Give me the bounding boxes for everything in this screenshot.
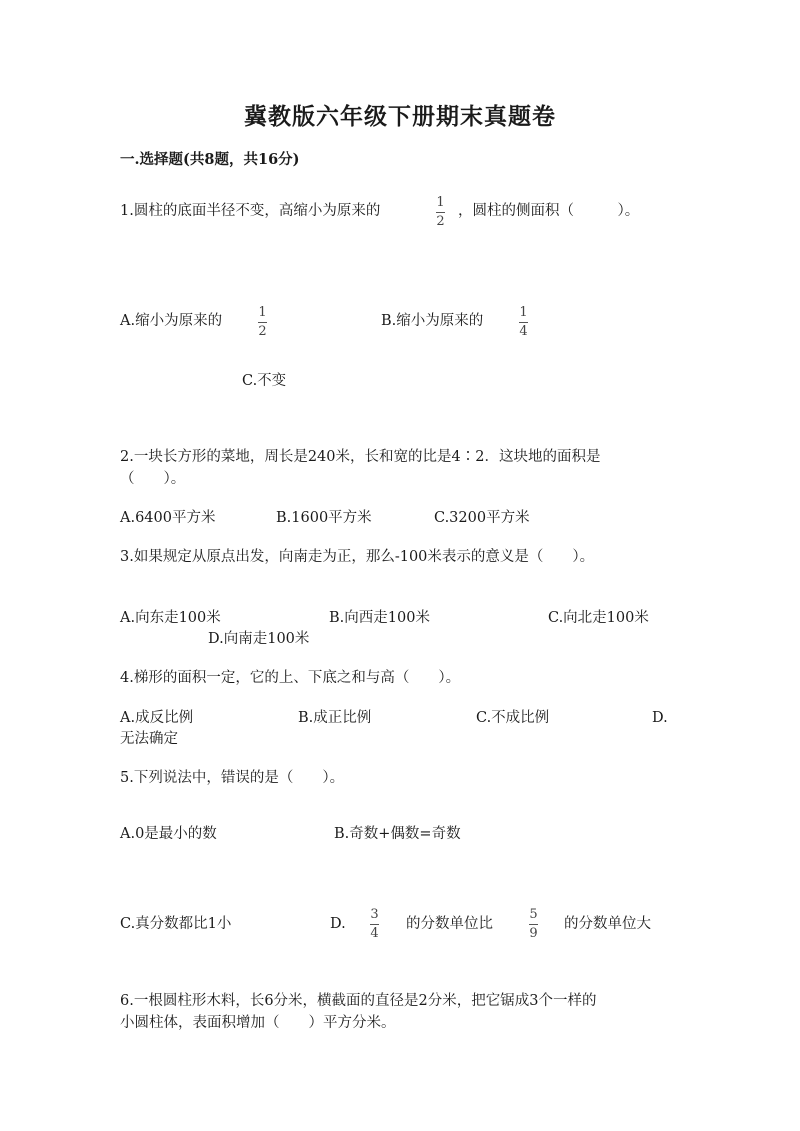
fraction-bar: [529, 924, 538, 925]
question-3-option-a: A.向东走100米: [120, 610, 221, 626]
fraction-numerator: 1: [436, 195, 445, 210]
question-6-line-2: 小圆柱体，表面积增加（ ）平方分米。: [120, 1015, 396, 1031]
fraction-numerator: 5: [529, 907, 538, 922]
question-1-option-c: C.不变: [242, 373, 287, 389]
question-2-line-1: 2.一块长方形的菜地，周长是240米，长和宽的比是4∶2．这块地的面积是: [120, 449, 601, 465]
question-5-option-d-middle: 的分数单位比: [406, 916, 493, 932]
question-4-option-c: C.不成比例: [476, 710, 550, 726]
fraction-bar: [436, 212, 445, 213]
question-5-option-d-label: D.: [330, 916, 346, 932]
question-1-text-a: 1.圆柱的底面半径不变，高缩小为原来的: [120, 203, 381, 219]
fraction-numerator: 1: [258, 305, 267, 320]
question-1-option-b: B.缩小为原来的: [381, 313, 484, 329]
question-2-line-2: （ ）。: [120, 471, 186, 487]
question-3-text: 3.如果规定从原点出发，向南走为正，那么-100米表示的意义是（ ）。: [120, 549, 595, 565]
fraction-denominator: 2: [436, 214, 445, 229]
option-d-fraction-1: [370, 908, 379, 941]
fraction-bar: [258, 322, 267, 323]
option-d-fraction-2: [529, 908, 538, 941]
option-a-fraction: [258, 306, 267, 339]
question-3-option-c: C.向北走100米: [548, 610, 649, 626]
question-3-option-b: B.向西走100米: [329, 610, 430, 626]
fraction-bar: [519, 322, 528, 323]
question-2-option-a: A.6400平方米: [120, 510, 216, 526]
question-4-option-b: B.成正比例: [298, 710, 372, 726]
fraction-numerator: 1: [519, 305, 528, 320]
question-5-option-a: A.0是最小的数: [120, 826, 217, 842]
fraction-denominator: 2: [258, 324, 267, 339]
question-5-option-d-end: 的分数单位大: [564, 916, 651, 932]
fraction-denominator: 4: [370, 926, 379, 941]
section-heading: 一.选择题(共8题，共16分): [120, 151, 300, 168]
question-4-option-a: A.成反比例: [120, 710, 194, 726]
question-5-option-b: B.奇数+偶数=奇数: [334, 826, 461, 842]
question-1-fraction: [436, 196, 445, 229]
fraction-denominator: 4: [519, 324, 528, 339]
fraction-numerator: 3: [370, 907, 379, 922]
question-6-line-1: 6.一根圆柱形木料，长6分米，横截面的直径是2分米，把它锯成3个一样的: [120, 993, 597, 1009]
question-4-text: 4.梯形的面积一定，它的上、下底之和与高（ ）。: [120, 670, 461, 686]
question-5-text: 5.下列说法中，错误的是（ ）。: [120, 770, 345, 786]
question-4-option-d-label: D.: [652, 710, 668, 726]
fraction-denominator: 9: [529, 926, 538, 941]
question-2-option-c: C.3200平方米: [434, 510, 530, 526]
page-title: 冀教版六年级下册期末真题卷: [244, 103, 556, 130]
question-5-option-c: C.真分数都比1小: [120, 916, 232, 932]
question-3-option-d: D.向南走100米: [208, 631, 310, 647]
question-1-option-a: A.缩小为原来的: [120, 313, 223, 329]
question-1-text-b: ，圆柱的侧面积（ ）。: [458, 203, 640, 219]
option-b-fraction: [519, 306, 528, 339]
fraction-bar: [370, 924, 379, 925]
question-4-option-d-text: 无法确定: [120, 731, 178, 747]
question-2-option-b: B.1600平方米: [276, 510, 372, 526]
